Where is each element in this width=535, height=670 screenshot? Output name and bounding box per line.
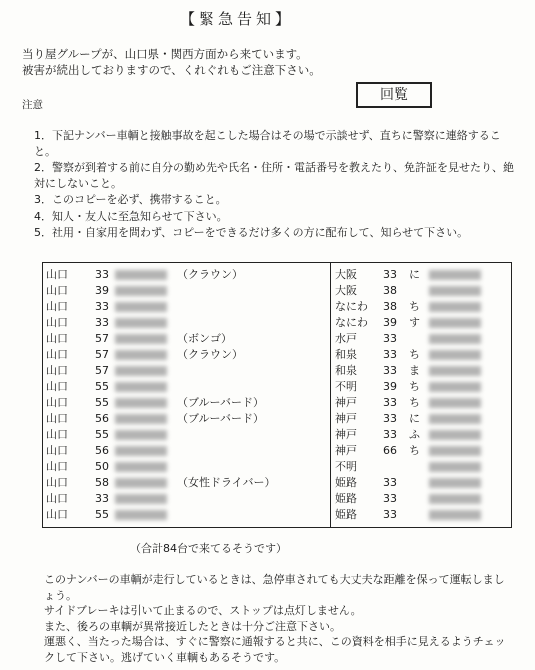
footer-line-3: また、後ろの車輌が異常接近したときは十分ご注意下さい。: [44, 619, 341, 633]
plate-number-redacted: [115, 382, 167, 392]
table-row: [43, 491, 329, 507]
plate-region: 山口: [46, 380, 68, 393]
plate-class: 57: [95, 364, 109, 377]
table-row: [331, 427, 509, 443]
plate-class: 57: [95, 348, 109, 361]
plate-class: 33: [383, 332, 397, 345]
plate-region: なにわ: [335, 316, 368, 329]
intro-line-1: 当り屋グループが、山口県・関西方面から来ています。: [22, 47, 308, 61]
footer-line-1: このナンバーの車輌が走行しているときは、急停車されても大丈夫な距離を保って運転しましょう。: [44, 573, 505, 602]
plate-class: 33: [95, 268, 109, 281]
plate-class: 58: [95, 476, 109, 489]
plate-class: 56: [95, 412, 109, 425]
plate-number-redacted: [115, 462, 167, 472]
plate-region: 神戸: [335, 412, 357, 425]
plate-number-redacted: [429, 462, 481, 472]
plate-region: 山口: [46, 412, 68, 425]
plate-class: 33: [383, 268, 397, 281]
plate-kana: に: [409, 268, 420, 281]
caution-item-4: 4．知人・友人に至急知らせて下さい。: [34, 209, 228, 223]
plate-number-redacted: [429, 286, 481, 296]
notice-label: 注意: [22, 99, 43, 111]
plate-region: 姫路: [335, 492, 357, 505]
table-row: [43, 411, 329, 427]
plate-number-redacted: [429, 366, 481, 376]
plate-class: 33: [383, 396, 397, 409]
table-row: [331, 363, 509, 379]
plate-number-redacted: [429, 382, 481, 392]
table-row: [331, 507, 509, 523]
plate-class: 33: [95, 492, 109, 505]
plate-number-redacted: [115, 494, 167, 504]
plate-number-redacted: [115, 366, 167, 376]
plate-class: 38: [383, 300, 397, 313]
caution-list: [34, 128, 514, 242]
plate-number-redacted: [429, 302, 481, 312]
plate-region: 大阪: [335, 284, 357, 297]
plate-region: 山口: [46, 460, 68, 473]
plate-number-redacted: [115, 414, 167, 424]
vehicle-note: （ボンゴ）: [177, 332, 232, 345]
plate-region: 山口: [46, 268, 68, 281]
vehicle-note: （ブルーバード）: [177, 396, 265, 409]
table-row: [331, 395, 509, 411]
plate-class: 56: [95, 444, 109, 457]
plate-kana: ち: [409, 396, 420, 409]
plate-class: 33: [383, 364, 397, 377]
document-title: 【緊急告知】: [180, 10, 295, 28]
plate-region: 山口: [46, 396, 68, 409]
plate-class: 55: [95, 380, 109, 393]
plate-region: 山口: [46, 476, 68, 489]
plate-region: 山口: [46, 284, 68, 297]
plate-kana: ふ: [409, 428, 420, 441]
vehicle-note: （女性ドライバー）: [177, 476, 276, 489]
plate-region: 神戸: [335, 396, 357, 409]
footer-line-2: サイドブレーキは引いて止まるので、ストップは点灯しません。: [44, 604, 362, 617]
table-row: [43, 299, 329, 315]
plate-number-redacted: [429, 510, 481, 520]
table-row: [43, 427, 329, 443]
plate-class: 33: [383, 476, 397, 489]
table-row: [331, 443, 509, 459]
caution-item-5: 5．社用・自家用を問わず、コピーをできるだけ多くの方に配布して、知らせて下さい。: [34, 226, 469, 239]
vehicle-note: （クラウン）: [177, 268, 243, 281]
plate-region: 大阪: [335, 268, 357, 281]
plate-number-redacted: [115, 270, 167, 280]
plate-class: 57: [95, 332, 109, 345]
plate-region: 和泉: [335, 364, 357, 377]
table-row: [331, 331, 509, 347]
intro-text: [22, 46, 321, 78]
plate-number-redacted: [429, 414, 481, 424]
plate-kana: ち: [409, 444, 420, 457]
plate-class: 33: [383, 492, 397, 505]
table-row: [331, 267, 509, 283]
plate-class: 55: [95, 396, 109, 409]
plate-class: 33: [383, 508, 397, 521]
plate-region: 山口: [46, 492, 68, 505]
plate-number-redacted: [429, 334, 481, 344]
plate-region: 山口: [46, 444, 68, 457]
plate-class: 55: [95, 428, 109, 441]
table-row: [43, 443, 329, 459]
intro-line-2: 被害が続出しておりますので、くれぐれもご注意下さい。: [22, 63, 321, 77]
table-row: [331, 411, 509, 427]
table-row: [43, 315, 329, 331]
table-row: [43, 507, 329, 523]
plate-number-redacted: [115, 302, 167, 312]
plate-region: 神戸: [335, 428, 357, 441]
caution-item-1: 1．下記ナンバー車輌と接触事故を起こした場合はその場で示談せず、直ちに警察に連絡すること。: [34, 129, 501, 158]
plate-region: 和泉: [335, 348, 357, 361]
plate-table-right: [330, 262, 512, 528]
plate-region: 山口: [46, 428, 68, 441]
plate-kana: ち: [409, 300, 420, 313]
plate-region: 不明: [335, 380, 357, 393]
table-row: [43, 459, 329, 475]
table-row: [43, 475, 329, 491]
total-count: （合計84台で来てるそうです）: [130, 542, 287, 555]
table-row: [43, 331, 329, 347]
table-row: [43, 347, 329, 363]
vehicle-note: （ブルーバード）: [177, 412, 265, 425]
table-row: [331, 475, 509, 491]
plate-region: 山口: [46, 316, 68, 329]
table-row: [43, 267, 329, 283]
plate-number-redacted: [115, 334, 167, 344]
plate-class: 38: [383, 284, 397, 297]
plate-class: 39: [95, 284, 109, 297]
plate-class: 39: [383, 380, 397, 393]
plate-class: 50: [95, 460, 109, 473]
plate-region: 不明: [335, 460, 357, 473]
table-row: [331, 347, 509, 363]
plate-kana: ち: [409, 348, 420, 361]
plate-number-redacted: [429, 494, 481, 504]
plate-number-redacted: [115, 478, 167, 488]
plate-number-redacted: [429, 350, 481, 360]
plate-number-redacted: [429, 398, 481, 408]
plate-region: 水戸: [335, 332, 357, 345]
plate-kana: す: [409, 316, 420, 329]
caution-item-3: 3．このコピーを必ず、携帯すること。: [34, 193, 227, 206]
plate-number-redacted: [429, 478, 481, 488]
table-row: [331, 379, 509, 395]
table-row: [331, 315, 509, 331]
caution-item-2: 2．警察が到着する前に自分の勤め先や氏名・住所・電話番号を教えたり、免許証を見せたり、絶対にしないこと。: [34, 161, 514, 190]
footer-warnings: [44, 572, 514, 665]
plate-class: 39: [383, 316, 397, 329]
vehicle-note: （クラウン）: [177, 348, 243, 361]
circulation-stamp: 回覧: [356, 82, 432, 108]
table-row: [43, 283, 329, 299]
plate-number-redacted: [429, 270, 481, 280]
table-row: [43, 379, 329, 395]
plate-region: 神戸: [335, 444, 357, 457]
plate-kana: ち: [409, 380, 420, 393]
plate-number-redacted: [115, 286, 167, 296]
table-row: [331, 299, 509, 315]
plate-number-redacted: [429, 318, 481, 328]
plate-class: 33: [383, 412, 397, 425]
plate-number-redacted: [115, 318, 167, 328]
plate-class: 66: [383, 444, 397, 457]
plate-number-redacted: [429, 446, 481, 456]
plate-number-redacted: [115, 430, 167, 440]
plate-number-redacted: [429, 430, 481, 440]
plate-region: 姫路: [335, 476, 357, 489]
footer-line-4: 運悪く、当たった場合は、すぐに警察に通報すると共に、この資料を相手に見えるようチェックして下さい。逃げていく車輌もあるそうです。: [44, 635, 506, 664]
plate-table-left: [42, 262, 331, 528]
plate-region: 山口: [46, 364, 68, 377]
plate-number-redacted: [115, 398, 167, 408]
plate-region: 山口: [46, 348, 68, 361]
plate-class: 33: [383, 348, 397, 361]
plate-class: 33: [95, 300, 109, 313]
table-row: [331, 459, 509, 475]
plate-region: 姫路: [335, 508, 357, 521]
plate-class: 55: [95, 508, 109, 521]
plate-number-redacted: [115, 510, 167, 520]
plate-class: 33: [95, 316, 109, 329]
table-row: [331, 491, 509, 507]
plate-class: 33: [383, 428, 397, 441]
plate-number-redacted: [115, 446, 167, 456]
table-row: [43, 395, 329, 411]
table-row: [331, 283, 509, 299]
plate-region: なにわ: [335, 300, 368, 313]
plate-number-redacted: [115, 350, 167, 360]
plate-region: 山口: [46, 508, 68, 521]
plate-region: 山口: [46, 332, 68, 345]
plate-kana: ま: [409, 364, 420, 377]
table-row: [43, 363, 329, 379]
plate-kana: に: [409, 412, 420, 425]
plate-region: 山口: [46, 300, 68, 313]
